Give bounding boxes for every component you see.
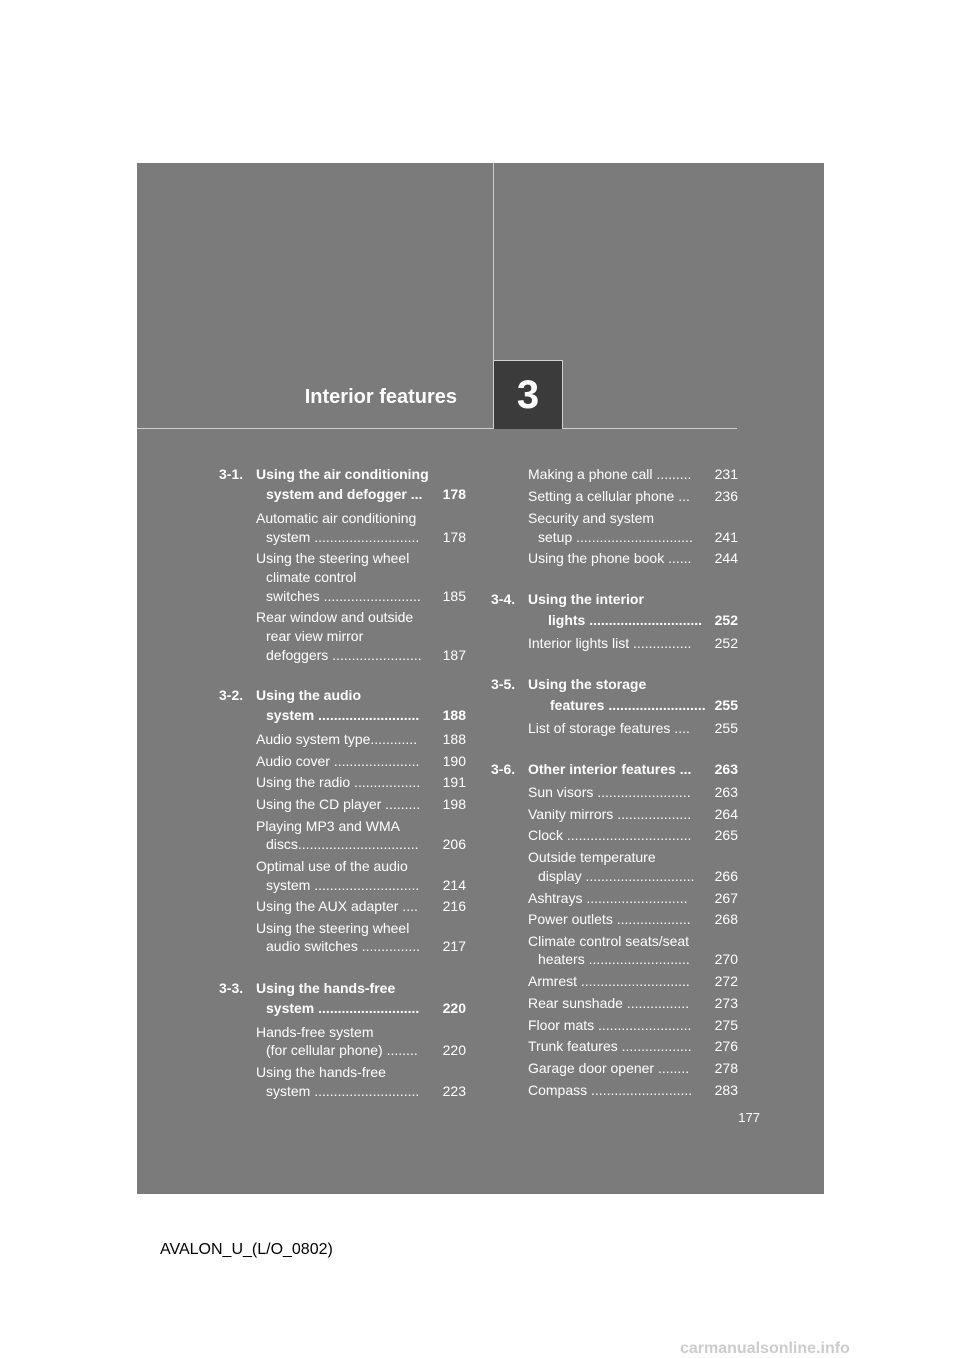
entry-page: 267 xyxy=(714,890,738,906)
section-title-cont: lights ............................. xyxy=(548,612,703,628)
section-title-cont: system .......................... xyxy=(266,1000,420,1016)
header-rule xyxy=(137,428,737,429)
section-page: 220 xyxy=(442,1000,466,1016)
entry-title: Rear sunshade ................ xyxy=(528,995,690,1011)
chapter-title: Interior features xyxy=(304,386,457,408)
entry-title: Using the hands-free xyxy=(256,1064,386,1080)
page-number: 177 xyxy=(738,1110,760,1125)
entry-page: 231 xyxy=(714,466,738,482)
entry-title: Security and system xyxy=(528,510,655,526)
entry-page: 273 xyxy=(714,995,738,1011)
section-number: 3-5. xyxy=(491,676,516,692)
entry-title: Using the CD player ......... xyxy=(256,796,421,812)
entry-title: Hands-free system xyxy=(256,1024,374,1040)
entry-title: Climate control seats/seat xyxy=(528,933,690,949)
entry-title: List of storage features .... xyxy=(528,720,690,736)
section-number: 3-2. xyxy=(219,687,244,703)
entry-title: Floor mats ........................ xyxy=(528,1017,692,1033)
footer-code: AVALON_U_(L/O_0802) xyxy=(160,1241,333,1258)
entry-title-cont: system ........................... xyxy=(266,877,420,893)
entry-title-cont: switches ......................... xyxy=(266,588,421,604)
entry-title: Ashtrays .......................... xyxy=(528,890,688,906)
entry-page: 255 xyxy=(714,720,738,736)
entry-page: 272 xyxy=(714,973,738,989)
entry-title: Using the phone book ...... xyxy=(528,550,692,566)
entry-page: 220 xyxy=(442,1042,466,1058)
section-title-cont: features ......................... xyxy=(550,697,706,713)
entry-page: 191 xyxy=(442,774,466,790)
entry-title-cont: system ........................... xyxy=(266,1083,420,1099)
section-title: Using the air conditioning xyxy=(256,466,429,482)
entry-page: 283 xyxy=(714,1082,738,1098)
entry-title: Using the steering wheel xyxy=(256,550,410,566)
entry-title-cont: setup .............................. xyxy=(538,529,693,545)
entry-page: 216 xyxy=(442,898,466,914)
entry-page: 265 xyxy=(714,827,738,843)
section-number: 3-6. xyxy=(491,761,516,777)
section-title: Using the storage xyxy=(528,676,647,692)
entry-page: 236 xyxy=(714,488,738,504)
entry-title: Outside temperature xyxy=(528,849,656,865)
entry-page: 278 xyxy=(714,1060,738,1076)
entry-page: 276 xyxy=(714,1038,738,1054)
entry-title: Setting a cellular phone ... xyxy=(528,488,690,504)
section-title: Using the interior xyxy=(528,591,644,607)
entry-title-cont: rear view mirror xyxy=(266,628,364,644)
entry-title: Automatic air conditioning xyxy=(256,510,417,526)
section-number: 3-1. xyxy=(219,466,244,482)
entry-title: Audio system type............ xyxy=(256,731,418,747)
entry-title-cont: system ........................... xyxy=(266,529,420,545)
watermark-text: carmanualsonline.info xyxy=(680,1340,850,1357)
section-page: 188 xyxy=(442,707,466,723)
entry-title: Using the radio ................. xyxy=(256,774,421,790)
entry-page: 268 xyxy=(714,911,738,927)
entry-title: Sun visors ........................ xyxy=(528,784,691,800)
entry-title-cont: display ............................ xyxy=(538,868,695,884)
entry-page: 241 xyxy=(714,529,738,545)
entry-page: 185 xyxy=(442,588,466,604)
entry-page: 206 xyxy=(442,836,466,852)
entry-title: Clock ................................ xyxy=(528,827,692,843)
entry-page: 187 xyxy=(442,647,466,663)
entry-title: Making a phone call ......... xyxy=(528,466,692,482)
section-title: Using the audio xyxy=(256,687,361,703)
entry-page: 223 xyxy=(442,1083,466,1099)
entry-page: 270 xyxy=(714,951,738,967)
entry-page: 190 xyxy=(442,753,466,769)
section-page: 252 xyxy=(714,612,738,628)
section-title-cont: system and defogger ... xyxy=(266,486,423,502)
entry-title: Audio cover ...................... xyxy=(256,753,420,769)
entry-title: Trunk features .................. xyxy=(528,1038,692,1054)
entry-page: 275 xyxy=(714,1017,738,1033)
entry-title: Power outlets ................... xyxy=(528,911,691,927)
entry-page: 266 xyxy=(714,868,738,884)
section-number: 3-4. xyxy=(491,591,516,607)
entry-title-cont: audio switches ............... xyxy=(266,938,421,954)
section-number: 3-3. xyxy=(219,980,244,996)
section-title: Using the hands-free xyxy=(256,980,396,996)
entry-page: 252 xyxy=(714,635,738,651)
entry-title: Optimal use of the audio xyxy=(256,858,408,874)
entry-title-cont: heaters .......................... xyxy=(538,951,690,967)
entry-title: Using the steering wheel xyxy=(256,920,410,936)
entry-page: 217 xyxy=(442,938,466,954)
entry-title: Armrest ............................ xyxy=(528,973,690,989)
entry-page: 198 xyxy=(442,796,466,812)
entry-title-cont: defoggers ....................... xyxy=(266,647,422,663)
section-page: 255 xyxy=(714,697,738,713)
entry-page: 244 xyxy=(714,550,738,566)
entry-page: 264 xyxy=(714,806,738,822)
entry-title-cont: climate control xyxy=(266,569,357,585)
entry-title-cont: discs............................... xyxy=(266,836,419,852)
section-page: 263 xyxy=(714,761,738,777)
entry-title: Compass .......................... xyxy=(528,1082,693,1098)
entry-page: 178 xyxy=(442,529,466,545)
entry-title: Interior lights list ............... xyxy=(528,635,692,651)
entry-title: Rear window and outside xyxy=(256,609,414,625)
entry-title: Vanity mirrors ................... xyxy=(528,806,692,822)
panel-divider-vertical xyxy=(493,163,494,360)
entry-title-cont: (for cellular phone) ........ xyxy=(266,1042,418,1058)
entry-title: Garage door opener ........ xyxy=(528,1060,690,1076)
entry-title: Using the AUX adapter .... xyxy=(256,898,418,914)
section-title-cont: system .......................... xyxy=(266,707,420,723)
entry-title: Playing MP3 and WMA xyxy=(256,818,400,834)
entry-page: 263 xyxy=(714,784,738,800)
chapter-number: 3 xyxy=(493,360,563,429)
section-title: Other interior features ... xyxy=(528,761,692,777)
entry-page: 188 xyxy=(442,731,466,747)
entry-page: 214 xyxy=(442,877,466,893)
section-page: 178 xyxy=(442,486,466,502)
